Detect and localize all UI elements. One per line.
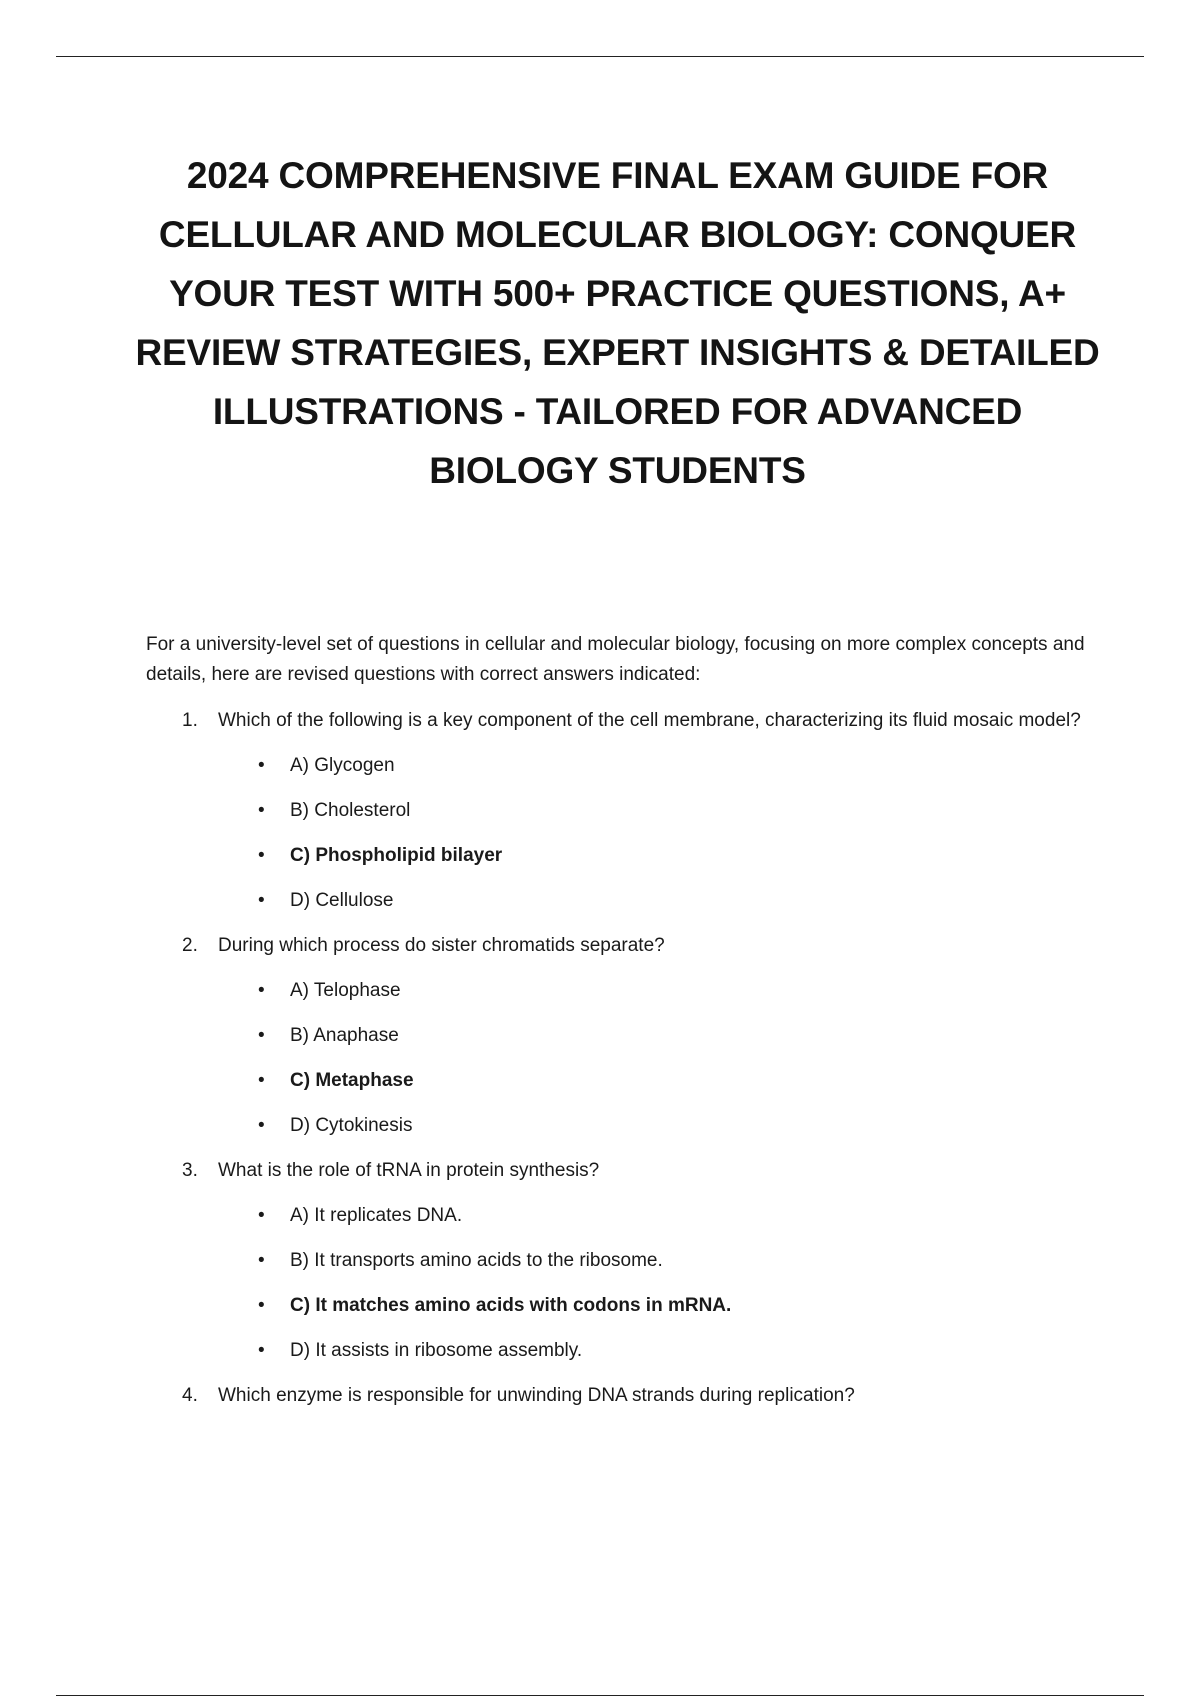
question-text: Which of the following is a key component of the cell membrane, characterizing its fluid mosaic model?	[218, 710, 1081, 731]
option-text: C) Phospholipid bilayer	[290, 845, 503, 866]
option-text: A) It replicates DNA.	[290, 1205, 463, 1226]
question-number: 1.	[182, 710, 198, 731]
correct-option-item	[218, 1066, 1106, 1096]
option-list	[218, 751, 1106, 916]
option-text: A) Glycogen	[290, 755, 395, 776]
document-title: 2024 COMPREHENSIVE FINAL EXAM GUIDE FOR CELLULAR AND MOLECULAR BIOLOGY: CONQUER YOUR TEST WITH 500+ PRACTICE QUESTIONS, A+ REVIEW STRATEGIES, EXPERT INSIGHTS & DETAILED ILLUSTRATIONS - TAILORED FOR ADVANCED BIOLOGY STUDENTS	[135, 155, 1100, 491]
question-item	[146, 931, 1106, 1141]
option-item	[218, 886, 1106, 916]
intro-paragraph: For a university-level set of questions in cellular and molecular biology, focusing on more complex concepts and details, here are revised questions with correct answers indicated:	[146, 634, 1085, 685]
bullet-icon: •	[258, 1115, 265, 1136]
option-list	[218, 1201, 1106, 1366]
option-item	[218, 976, 1106, 1006]
bullet-icon: •	[258, 1340, 265, 1361]
bullet-icon: •	[258, 755, 265, 776]
question-list	[146, 706, 1106, 1411]
question-number: 3.	[182, 1160, 198, 1181]
question-item	[146, 1381, 1106, 1411]
question-item	[146, 1156, 1106, 1366]
question-text: During which process do sister chromatids separate?	[218, 935, 665, 956]
option-item	[218, 1201, 1106, 1231]
option-text: D) Cytokinesis	[290, 1115, 413, 1136]
option-text: C) It matches amino acids with codons in mRNA.	[290, 1295, 732, 1316]
option-text: D) It assists in ribosome assembly.	[290, 1340, 583, 1361]
option-text: B) Anaphase	[290, 1025, 399, 1046]
question-number: 4.	[182, 1385, 198, 1406]
question-number: 2.	[182, 935, 198, 956]
question-text: What is the role of tRNA in protein synthesis?	[218, 1160, 600, 1181]
question-item	[146, 706, 1106, 916]
bullet-icon: •	[258, 890, 265, 911]
bullet-icon: •	[258, 845, 265, 866]
option-item	[218, 1021, 1106, 1051]
option-text: A) Telophase	[290, 980, 401, 1001]
bullet-icon: •	[258, 1250, 265, 1271]
option-item	[218, 1246, 1106, 1276]
question-text: Which enzyme is responsible for unwinding DNA strands during replication?	[218, 1385, 855, 1406]
correct-option-item	[218, 841, 1106, 871]
option-text: B) Cholesterol	[290, 800, 411, 821]
bullet-icon: •	[258, 800, 265, 821]
option-text: B) It transports amino acids to the ribosome.	[290, 1250, 663, 1271]
option-text: C) Metaphase	[290, 1070, 414, 1091]
top-divider	[56, 56, 1144, 57]
bullet-icon: •	[258, 1205, 265, 1226]
bullet-icon: •	[258, 1025, 265, 1046]
option-list	[218, 976, 1106, 1141]
option-item	[218, 1336, 1106, 1366]
option-item	[218, 751, 1106, 781]
bullet-icon: •	[258, 980, 265, 1001]
bottom-divider	[56, 1695, 1144, 1696]
option-text: D) Cellulose	[290, 890, 394, 911]
correct-option-item	[218, 1291, 1106, 1321]
bullet-icon: •	[258, 1295, 265, 1316]
bullet-icon: •	[258, 1070, 265, 1091]
option-item	[218, 796, 1106, 826]
option-item	[218, 1111, 1106, 1141]
